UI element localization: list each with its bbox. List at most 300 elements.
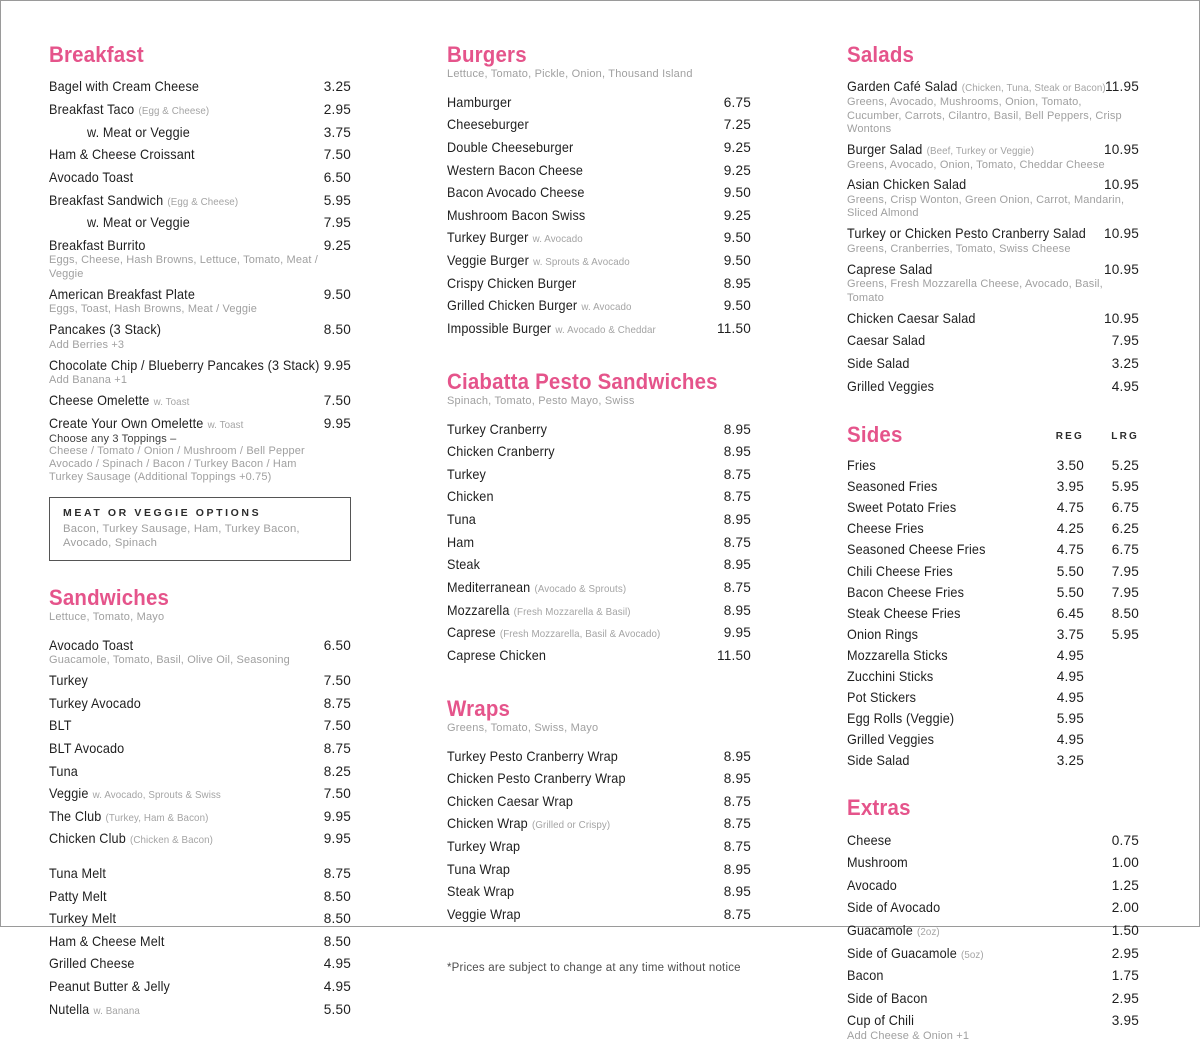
menu-item-row (49, 692, 351, 715)
menu-item-row (447, 114, 751, 137)
menu-item-row (847, 942, 1139, 965)
item-name-cell (847, 625, 1029, 645)
item-description: Turkey Sausage (Additional Toppings +0.75) (49, 471, 272, 484)
item-name-cell (49, 829, 316, 849)
menu-item-row (49, 670, 351, 693)
menu-section (447, 43, 751, 340)
menu-item-row (847, 750, 1139, 771)
item-name: Turkey Melt (49, 911, 117, 927)
menu-item-row (847, 353, 1139, 376)
menu-item-row (847, 307, 1139, 330)
menu-item-row (447, 644, 751, 667)
section-subtitle: Greens, Tomato, Swiss, Mayo (447, 722, 599, 735)
menu-item-row (447, 137, 751, 160)
menu-item-row (447, 577, 751, 600)
section-subtitle: Spinach, Tomato, Pesto Mayo, Swiss (447, 395, 635, 408)
item-name-cell (49, 716, 316, 736)
menu-section (49, 586, 351, 1021)
item-price-large: 6.75 (1111, 542, 1139, 558)
info-box-text: Bacon, Turkey Sausage, Ham, Turkey Bacon, Avocado, Spinach (63, 522, 300, 549)
item-name-cell (49, 100, 316, 120)
menu-item-row (49, 805, 351, 828)
price-column-header-reg: REG (1055, 430, 1084, 442)
item-description: Guacamole, Tomato, Basil, Olive Oil, Seasoning (49, 654, 290, 667)
item-name: BLT Avocado (49, 740, 125, 756)
menu-item-row (49, 319, 351, 342)
item-name-cell (847, 876, 1104, 896)
item-note: (Egg & Cheese) (138, 105, 210, 118)
item-name: Turkey Wrap (447, 839, 521, 855)
item-name: Breakfast Taco (49, 102, 135, 118)
menu-item-row (847, 666, 1139, 687)
item-name-cell (49, 909, 316, 929)
item-name-cell (447, 161, 716, 181)
menu-item-row (447, 486, 751, 509)
section-title (847, 423, 1029, 446)
item-name: American Breakfast Plate (49, 286, 195, 302)
item-name: Avocado Toast (49, 637, 134, 653)
item-price-regular: 6.45 (1056, 605, 1084, 621)
item-name-cell (847, 646, 1029, 666)
item-name: Seasoned Cheese Fries (847, 542, 986, 558)
item-price: 8.75 (723, 466, 751, 482)
item-description: Avocado / Spinach / Bacon / Turkey Bacon / Ham (49, 458, 297, 471)
item-description: Add Banana +1 (49, 374, 128, 387)
item-name: Sweet Potato Fries (847, 500, 957, 516)
menu-item-row (847, 897, 1139, 920)
menu-section (847, 796, 1139, 1043)
item-name: Steak Wrap (447, 884, 515, 900)
menu-item-row (49, 908, 351, 931)
item-name-cell (447, 93, 716, 113)
item-price-large: 8.50 (1111, 605, 1139, 621)
item-name: Steak (447, 557, 481, 573)
menu-item-row (447, 182, 751, 205)
item-description: Greens, Fresh Mozzarella Cheese, Avocado, Basil, Tomato (847, 278, 1103, 304)
menu-item-row (847, 852, 1139, 875)
item-price: 8.50 (323, 911, 351, 927)
item-name: Pancakes (3 Stack) (49, 322, 162, 338)
item-name-cell (847, 260, 1096, 280)
menu-section (447, 697, 751, 926)
item-price: 4.95 (323, 979, 351, 994)
menu-item-row (847, 477, 1139, 498)
item-name: Veggie Wrap (447, 906, 521, 922)
item-name-cell (847, 583, 1029, 603)
menu-item-subrow (49, 121, 351, 144)
menu-item-row (847, 540, 1139, 561)
item-name: Chocolate Chip / Blueberry Pancakes (3 Stack) (49, 357, 320, 373)
item-name-cell (49, 636, 316, 656)
item-name-cell (847, 519, 1029, 539)
item-name: Chicken (447, 489, 494, 505)
menu-item-row (847, 829, 1139, 852)
item-name: Double Cheeseburger (447, 139, 574, 155)
item-name-cell (447, 792, 716, 812)
item-price-large: 7.95 (1111, 584, 1139, 600)
item-name: Avocado Toast (49, 169, 134, 185)
section-title (49, 586, 351, 609)
item-name-cell (847, 175, 1096, 195)
item-name-cell (847, 377, 1104, 397)
item-price-regular: 4.95 (1056, 689, 1084, 705)
item-name: Caprese Chicken (447, 647, 547, 663)
section-title-row (847, 43, 1139, 66)
item-name-cell (447, 623, 716, 643)
section-title (847, 43, 1139, 66)
item-name: Cheese (847, 832, 892, 848)
item-price: 3.95 (1111, 1013, 1139, 1029)
item-description: Greens, Cranberries, Tomato, Swiss Cheese (847, 242, 1071, 255)
item-name: Seasoned Fries (847, 479, 938, 495)
item-price-regular: 3.95 (1056, 479, 1084, 495)
item-name: Garden Café Salad (847, 79, 958, 95)
item-note: w. Toast (207, 418, 244, 431)
item-name-cell (49, 1000, 316, 1020)
item-price: 8.50 (323, 933, 351, 949)
item-name-cell (49, 285, 316, 305)
item-price: 8.95 (723, 602, 751, 618)
menu-item-row (447, 250, 751, 273)
item-price: 7.50 (323, 786, 351, 802)
item-name-cell (49, 123, 316, 143)
item-name-cell (447, 747, 716, 767)
menu-item-row (447, 418, 751, 441)
menu-item-row (847, 708, 1139, 729)
item-price: 8.50 (323, 322, 351, 338)
menu-item-row (447, 904, 751, 927)
item-price: 4.95 (1111, 378, 1139, 394)
item-price: 7.95 (323, 215, 351, 231)
item-name: Cup of Chili (847, 1013, 915, 1029)
item-price-regular: 4.25 (1056, 521, 1084, 537)
item-price-large: 5.95 (1111, 626, 1139, 642)
item-price-regular: 3.25 (1056, 752, 1084, 768)
item-name-cell (847, 921, 1104, 941)
item-name-cell (447, 769, 716, 789)
item-name: Chicken Club (49, 831, 126, 847)
menu-item-row (49, 828, 351, 851)
item-name: Bacon Avocado Cheese (447, 185, 585, 201)
item-name-cell (847, 331, 1104, 351)
section-title-row (49, 43, 351, 66)
section-title (447, 697, 751, 720)
item-price: 9.95 (323, 831, 351, 847)
item-variant-name: w. Meat or Veggie (87, 215, 190, 231)
menu-item-row (447, 295, 751, 318)
menu-column (49, 43, 351, 1046)
item-note: w. Sprouts & Avocado (533, 255, 630, 268)
item-name-cell (447, 296, 716, 316)
item-price: 5.50 (323, 1001, 351, 1017)
menu-item-row (49, 783, 351, 806)
item-name-cell (49, 168, 316, 188)
item-price: 6.50 (323, 637, 351, 653)
item-price: 8.75 (723, 816, 751, 832)
item-price: 9.25 (723, 162, 751, 178)
item-name: BLT (49, 718, 72, 734)
item-name: Side Salad (847, 355, 910, 371)
item-name-cell (847, 456, 1029, 476)
item-name: Mediterranean (447, 579, 531, 595)
item-price: 10.95 (1103, 226, 1139, 242)
item-name: Cheese Fries (847, 521, 924, 537)
menu-item-row (447, 813, 751, 836)
item-name-cell (847, 140, 1096, 160)
item-name: Turkey or Chicken Pesto Cranberry Salad (847, 226, 1086, 242)
item-name-cell (847, 562, 1029, 582)
item-price: 9.50 (323, 286, 351, 302)
item-price-large: 6.75 (1111, 500, 1139, 516)
item-price: 9.25 (723, 207, 751, 223)
item-price: 9.50 (723, 230, 751, 246)
item-name: Steak Cheese Fries (847, 605, 961, 621)
item-name-cell (847, 477, 1029, 497)
item-name: Side of Bacon (847, 990, 928, 1006)
item-name: Grilled Chicken Burger (447, 298, 578, 314)
menu-item-row (847, 1010, 1139, 1033)
item-price: 3.25 (323, 79, 351, 95)
item-name-cell (847, 354, 1104, 374)
section-subtitle: Lettuce, Tomato, Mayo (49, 610, 165, 623)
item-name-cell (847, 540, 1029, 560)
item-price: 2.95 (323, 102, 351, 118)
item-note: (Fresh Mozzarella, Basil & Avocado) (499, 628, 661, 641)
item-name-cell (49, 887, 316, 907)
menu-item-row (49, 144, 351, 167)
item-note: (Turkey, Ham & Bacon) (105, 811, 209, 824)
item-price: 8.75 (323, 740, 351, 756)
item-name-cell (447, 837, 716, 857)
item-note: w. Avocado (581, 301, 632, 314)
menu-item-row (447, 858, 751, 881)
item-name: Turkey Pesto Cranberry Wrap (447, 748, 618, 764)
item-name-cell (49, 784, 316, 804)
item-name: Caprese Salad (847, 261, 933, 277)
item-price: 8.75 (723, 489, 751, 505)
menu-item-row (847, 519, 1139, 540)
menu-item-row (847, 223, 1139, 246)
item-name-cell (49, 762, 316, 782)
item-name-cell (447, 183, 716, 203)
item-name: Ham & Cheese Croissant (49, 147, 195, 163)
menu-item-row (847, 561, 1139, 582)
menu-item-row (447, 622, 751, 645)
menu-item-row (49, 930, 351, 953)
item-name-cell (49, 977, 316, 997)
menu-item-row (847, 874, 1139, 897)
item-name-cell (447, 442, 716, 462)
item-name-cell (49, 694, 316, 714)
item-price-large: 5.25 (1111, 458, 1139, 474)
price-column-header-lrg: LRG (1111, 430, 1139, 442)
menu-section (49, 43, 351, 561)
item-name: Impossible Burger (447, 320, 552, 336)
item-price-regular: 4.95 (1056, 647, 1084, 663)
item-note: (Fresh Mozzarella & Basil) (513, 605, 631, 618)
item-name: Onion Rings (847, 626, 919, 642)
item-name-cell (847, 831, 1104, 851)
item-name: Guacamole (847, 922, 913, 938)
menu-item-row (447, 745, 751, 768)
item-name: Breakfast Sandwich (49, 192, 164, 208)
section-title-row (49, 586, 351, 609)
item-description: Add Berries +3 (49, 338, 125, 351)
item-name: Avocado (847, 877, 897, 893)
menu-item-row (847, 330, 1139, 353)
menu-item-row (847, 76, 1139, 99)
item-name: Tuna (49, 763, 78, 779)
section-items (447, 745, 751, 926)
item-name-cell (847, 898, 1104, 918)
item-price-regular: 4.75 (1056, 500, 1084, 516)
item-name-cell (447, 251, 716, 271)
item-price: 9.95 (323, 808, 351, 824)
item-price: 8.75 (723, 839, 751, 855)
section-items (447, 91, 751, 340)
item-name: Veggie Burger (447, 252, 529, 268)
item-name: Cheeseburger (447, 117, 529, 133)
item-price: 3.25 (1111, 355, 1139, 371)
section-items (49, 76, 351, 485)
item-note: (Chicken, Tuna, Steak or Bacon) (961, 82, 1106, 95)
item-name-cell (49, 932, 316, 952)
menu-item-row (847, 603, 1139, 624)
item-name-cell (847, 853, 1104, 873)
menu-item-row (847, 965, 1139, 988)
item-name: Create Your Own Omelette (49, 415, 204, 431)
item-name-cell (847, 944, 1104, 964)
item-name-cell (49, 739, 316, 759)
item-name-cell (447, 510, 716, 530)
item-name-cell (447, 533, 716, 553)
item-name: Bacon Cheese Fries (847, 584, 965, 600)
item-name-cell (447, 860, 716, 880)
item-price: 10.95 (1103, 177, 1139, 193)
item-description: Choose any 3 Toppings – (49, 432, 177, 445)
menu-item-row (447, 227, 751, 250)
item-name: Chicken Wrap (447, 816, 528, 832)
item-note: w. Avocado & Cheddar (555, 323, 656, 336)
menu-item-row (847, 582, 1139, 603)
menu-section (447, 370, 751, 667)
section-subtitle: Lettuce, Tomato, Pickle, Onion, Thousand Island (447, 68, 693, 81)
menu-item-row (447, 531, 751, 554)
item-name: Chicken Cranberry (447, 444, 555, 460)
item-price: 10.95 (1103, 141, 1139, 157)
menu-item-row (447, 599, 751, 622)
item-price: 6.75 (723, 94, 751, 110)
section-title (447, 370, 751, 393)
item-name-cell (847, 709, 1029, 729)
price-disclaimer: *Prices are subject to change at any time without notice (447, 962, 741, 975)
item-price-regular: 4.95 (1056, 731, 1084, 747)
item-note: w. Avocado, Sprouts & Swiss (92, 789, 221, 802)
section-title-text: Sandwiches (49, 584, 170, 610)
item-price: 8.95 (723, 444, 751, 460)
item-name-cell (447, 882, 716, 902)
item-price: 8.75 (323, 695, 351, 711)
item-price: 5.95 (323, 192, 351, 208)
item-name: Crispy Chicken Burger (447, 275, 577, 291)
section-title-row (847, 423, 1139, 446)
item-price: 8.95 (723, 557, 751, 573)
section-title-text: Salads (847, 42, 915, 67)
menu-item-subrow (49, 212, 351, 235)
item-name-cell (49, 145, 316, 165)
item-name: Turkey Avocado (49, 695, 141, 711)
menu-section (847, 43, 1139, 398)
item-name-cell (847, 989, 1104, 1009)
item-note: w. Banana (93, 1004, 140, 1017)
item-name-cell (447, 115, 716, 135)
item-price: 7.50 (323, 718, 351, 734)
item-price: 8.75 (723, 534, 751, 550)
menu-item-row (847, 920, 1139, 943)
menu-section (847, 423, 1139, 771)
item-name-cell (847, 667, 1029, 687)
item-name-cell (447, 319, 709, 339)
item-price: 8.75 (323, 865, 351, 881)
item-name: Chicken Pesto Cranberry Wrap (447, 771, 626, 787)
item-name: Ham & Cheese Melt (49, 933, 165, 949)
section-title-text: Breakfast (49, 42, 144, 67)
item-price: 7.50 (323, 673, 351, 689)
menu-item-row (447, 91, 751, 114)
item-name: Grilled Cheese (49, 956, 135, 972)
info-box-title: MEAT OR VEGGIE OPTIONS (63, 506, 262, 519)
info-box (49, 497, 351, 561)
item-name: Cheese Omelette (49, 393, 150, 409)
item-name: Bacon (847, 968, 884, 984)
item-description: Greens, Crisp Wonton, Green Onion, Carrot, Mandarin, Sliced Almond (847, 194, 1125, 220)
item-price: 7.50 (323, 393, 351, 409)
menu-columns (49, 43, 1141, 1046)
item-name: Mozzarella Sticks (847, 647, 948, 663)
section-items (847, 76, 1139, 398)
item-name-cell (447, 905, 716, 925)
item-price-regular: 4.75 (1056, 542, 1084, 558)
item-price: 8.95 (723, 275, 751, 291)
menu-item-row (49, 99, 351, 122)
item-price: 9.25 (323, 237, 351, 253)
item-name-cell (447, 228, 716, 248)
item-price-regular: 5.50 (1056, 563, 1084, 579)
item-name: Turkey Cranberry (447, 421, 548, 437)
item-price: 9.95 (723, 625, 751, 641)
menu-item-row (447, 441, 751, 464)
section-title (447, 43, 751, 66)
item-name-cell (49, 807, 316, 827)
section-title (847, 796, 1139, 819)
item-name: Nutella (49, 1001, 90, 1017)
item-price: 7.25 (723, 117, 751, 133)
menu-item-row (49, 863, 351, 886)
item-price: 1.75 (1111, 968, 1139, 984)
item-variant-name: w. Meat or Veggie (87, 124, 190, 140)
menu-item-row (447, 317, 751, 340)
item-name-cell (49, 77, 316, 97)
item-name: Veggie (49, 786, 89, 802)
item-price: 11.50 (716, 647, 751, 663)
item-name: Turkey (447, 466, 487, 482)
menu-item-row (847, 645, 1139, 666)
item-price: 2.95 (1111, 945, 1139, 961)
item-name: Tuna Wrap (447, 861, 511, 877)
item-name: Side Salad (847, 752, 910, 768)
item-name: Patty Melt (49, 888, 107, 904)
item-name-cell (447, 814, 716, 834)
